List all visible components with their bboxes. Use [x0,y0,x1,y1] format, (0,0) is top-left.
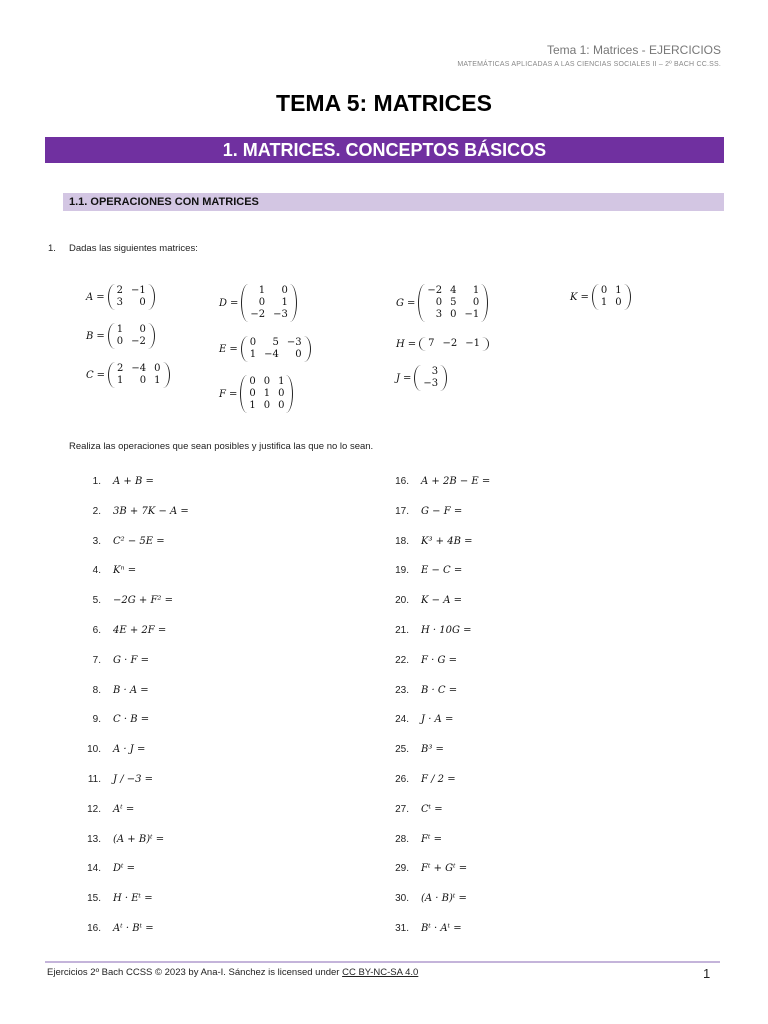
license-link[interactable]: CC BY-NC-SA 4.0 [342,967,419,978]
operation-expression: 4E + 2F = [113,624,167,636]
equals-sign: = [96,330,105,342]
operation-number: 7. [92,654,101,666]
matrix-name: J [396,372,401,384]
matrix-entry: 1 [281,297,288,308]
operation-number: 11. [87,773,101,785]
operation-expression: B³ = [421,743,444,755]
operation-expression: Cᵗ = [421,803,443,815]
matrix-brackets [108,323,155,349]
operation-number: 16. [395,475,409,487]
matrix-d [219,284,297,322]
matrix-entry: 0 [139,324,146,335]
matrix-k [570,284,631,310]
operation-item [377,532,472,550]
matrix-h [396,337,489,351]
matrix-entry: 2 [117,363,124,374]
operation-number: 29. [395,862,409,874]
page-number: 1 [703,966,711,981]
matrix-brackets [241,336,311,362]
equals-sign: = [228,388,238,400]
matrix-entry: 3 [116,297,123,308]
operation-item [377,561,462,579]
operation-item [377,472,490,490]
matrix-brackets [418,284,488,322]
matrix-entry: −2 [131,336,146,347]
operation-item [69,591,173,609]
operation-item [377,830,442,848]
matrix-entry: 0 [139,297,146,308]
matrix-entry: −2 [442,338,458,349]
matrix-entry: 0 [249,388,256,399]
matrix-brackets [592,284,631,310]
operation-expression: H · 10G = [421,624,472,636]
footer-credit [47,967,418,978]
matrix-brackets [108,284,155,310]
matrix-entry: 0 [600,285,608,296]
exercise-intro: Dadas las siguientes matrices: [69,243,198,254]
operation-number: 21. [395,624,409,636]
operation-number: 12. [87,803,101,815]
equals-sign: = [403,372,412,384]
equals-sign: = [407,338,417,350]
operation-number: 3. [92,535,101,547]
matrix-entry: 3 [435,309,443,320]
header-title: Tema 1: Matrices - EJERCICIOS [546,43,721,57]
operation-item [69,502,189,520]
matrix-entries [113,285,150,309]
operation-number: 24. [395,713,409,725]
equals-sign: = [580,291,589,303]
operation-number: 17. [395,505,409,517]
matrix-entry: 0 [281,285,288,296]
operation-item [69,919,154,937]
operation-expression: J / −3 = [113,773,154,785]
operation-item [69,472,154,490]
matrix-entry: 0 [116,336,124,347]
matrix-entries [113,363,165,387]
exercise-number: 1. [48,243,56,254]
operation-item [377,710,453,728]
operation-item [69,859,135,877]
matrix-entry: −4 [264,349,279,360]
operation-number: 14. [87,862,101,874]
operation-number: 22. [395,654,409,666]
operation-expression: A + B = [113,475,154,487]
operation-item [69,561,136,579]
matrix-j [396,365,447,391]
operation-item [377,740,444,758]
operation-number: 10. [87,743,101,755]
matrix-entry: −3 [286,337,302,348]
operation-item [377,859,467,877]
matrix-entry: −3 [273,309,288,320]
matrix-c [86,362,170,388]
matrix-brackets [241,284,297,322]
operation-item [377,800,443,818]
equals-sign: = [230,297,239,309]
operation-item [69,770,153,788]
operation-number: 9. [92,713,101,725]
matrix-entries [113,324,150,348]
operation-expression: Aᵗ · Bᵗ = [113,922,154,934]
operation-expression: Fᵗ + Gᵗ = [421,862,468,874]
operation-item [69,651,149,669]
matrix-entry: 7 [428,338,435,349]
matrix-entry: 1 [615,285,622,296]
operation-item [69,532,165,550]
equals-sign: = [96,369,106,381]
operation-expression: G − F = [421,505,463,517]
operation-number: 1. [92,475,101,487]
operation-expression: A + 2B − E = [421,475,491,487]
matrix-entry: 1 [278,376,285,387]
matrix-entry: 0 [258,297,266,308]
operation-expression: (A + B)ᵗ = [113,833,165,845]
operation-expression: H · Eᵗ = [113,892,153,904]
subsection-heading: 1.1. OPERACIONES CON MATRICES [63,193,724,211]
operation-item [377,591,462,609]
matrix-entries [597,285,626,309]
matrix-f [219,375,293,413]
operation-number: 20. [395,594,409,606]
equals-sign: = [407,297,416,309]
matrix-brackets [240,375,293,413]
matrix-name: A [86,291,94,303]
matrix-brackets [419,337,489,351]
matrix-brackets [414,365,447,391]
operation-item [377,651,457,669]
matrix-brackets [108,362,170,388]
footer-divider [45,961,720,963]
operation-expression: G · F = [113,654,150,666]
operation-expression: Dᵗ = [113,862,136,874]
matrix-entry: 0 [278,400,285,411]
operation-expression: B · A = [113,684,149,696]
matrix-entries [246,285,292,321]
operation-number: 13. [87,833,101,845]
page-title: TEMA 5: MATRICES [276,90,492,116]
operation-item [377,681,457,699]
matrix-entry: 1 [249,349,257,360]
operation-expression: J · A = [421,713,454,725]
operation-number: 31. [395,922,409,934]
matrix-entry: 5 [450,297,457,308]
matrix-entry: 1 [249,400,256,411]
operation-number: 15. [87,892,101,904]
operation-expression: −2G + F² = [113,594,173,606]
matrix-entry: 0 [249,337,257,348]
operation-number: 4. [92,564,101,576]
matrix-e [219,336,311,362]
operation-expression: C² − 5E = [113,535,165,547]
operation-item [69,800,134,818]
operation-number: 5. [92,594,101,606]
section-heading: 1. MATRICES. CONCEPTOS BÁSICOS [45,137,724,163]
matrix-entries [246,337,306,361]
matrix-entry: 1 [154,375,161,386]
operation-number: 23. [395,684,409,696]
matrix-entry: 1 [472,285,480,296]
operation-expression: (A · B)ᵗ = [421,892,467,904]
matrix-entry: 0 [615,297,622,308]
operation-number: 6. [92,624,101,636]
operation-number: 28. [395,833,409,845]
operation-item [69,621,166,639]
operation-item [377,621,472,639]
exercise-instruction: Realiza las operaciones que sean posibles y justifica las que no lo sean. [69,441,374,452]
operation-number: 2. [92,505,101,517]
operation-number: 26. [395,773,409,785]
matrix-entry: −1 [131,285,146,296]
matrix-entry: 0 [435,297,443,308]
equals-sign: = [96,291,105,303]
matrix-entry: 1 [117,375,124,386]
matrix-entry: 0 [472,297,480,308]
operation-item [69,889,153,907]
operation-item [377,889,467,907]
matrix-entry: 2 [116,285,123,296]
matrix-entries [419,366,442,390]
operation-expression: F · G = [421,654,458,666]
matrix-entry: −3 [423,378,439,389]
operation-expression: C · B = [113,713,150,725]
matrix-entry: 1 [116,324,124,335]
matrix-name: C [86,369,94,381]
matrix-entry: 0 [295,349,302,360]
matrix-entry: 0 [263,400,271,411]
operation-expression: B · C = [421,684,458,696]
matrix-entry: 0 [278,388,285,399]
matrix-g [396,284,488,322]
matrix-entry: −2 [427,285,443,296]
matrix-entry: −4 [131,363,147,374]
matrix-entry: −2 [250,309,266,320]
matrix-name: H [396,338,405,350]
matrix-entry: 0 [249,376,256,387]
matrix-entries [245,376,288,412]
operation-number: 16. [87,922,101,934]
matrix-entry: 1 [600,297,608,308]
footer-credit-text: Ejercicios 2º Bach CCSS © 2023 by Ana-I. Sánchez is licensed under [47,967,343,978]
operation-number: 19. [395,564,409,576]
matrix-entry: 4 [450,285,457,296]
operation-item [69,830,164,848]
equals-sign: = [229,343,238,355]
matrix-name: E [219,343,227,355]
matrix-entries [424,338,484,350]
operation-number: 27. [395,803,409,815]
operation-item [69,681,149,699]
header-subtitle: MATEMÁTICAS APLICADAS A LAS CIENCIAS SOCIALES II – 2º BACH CC.SS. [457,61,721,68]
operation-number: 30. [395,892,409,904]
matrix-entry: 0 [450,309,457,320]
matrix-entries [423,285,483,321]
matrix-entry: 0 [139,375,147,386]
matrix-name: F [219,388,226,400]
matrix-entry: −1 [465,338,480,349]
operation-expression: 3B + 7K − A = [113,505,189,517]
matrix-name: K [570,291,578,303]
operation-item [69,710,149,728]
matrix-name: D [219,297,228,309]
matrix-entry: 3 [431,366,439,377]
operation-item [377,502,462,520]
operation-expression: K − A = [421,594,462,606]
operation-expression: Bᵗ · Aᵗ = [421,922,462,934]
matrix-a [86,284,155,310]
operation-item [377,770,456,788]
operation-item [69,740,145,758]
operation-expression: Kⁿ = [113,564,137,576]
matrix-entry: 1 [258,285,266,296]
operation-expression: K³ + 4B = [421,535,473,547]
matrix-entry: 5 [272,337,279,348]
matrix-name: G [396,297,404,309]
matrix-entry: 1 [263,388,271,399]
operation-expression: E − C = [421,564,463,576]
matrix-b [86,323,155,349]
operation-expression: A · J = [113,743,146,755]
operation-expression: Fᵗ = [421,833,442,845]
operation-number: 18. [395,535,409,547]
matrix-entry: −1 [464,309,480,320]
operation-number: 25. [395,743,409,755]
matrix-entry: 0 [154,363,161,374]
matrix-name: B [86,330,94,342]
operation-number: 8. [92,684,101,696]
operation-expression: F / 2 = [421,773,456,785]
operation-item [377,919,462,937]
matrix-entry: 0 [263,376,271,387]
operation-expression: Aᵗ = [113,803,135,815]
